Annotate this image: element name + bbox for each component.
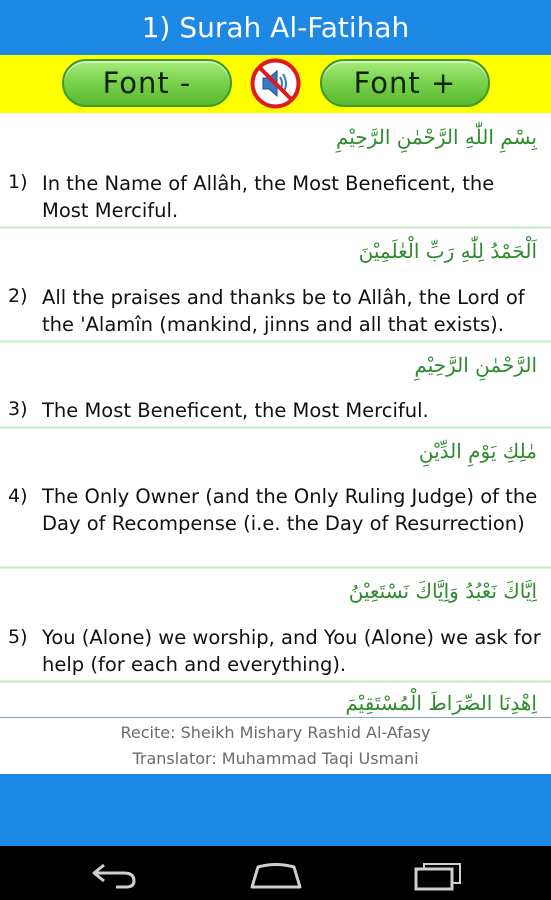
system-navigation-bar	[0, 846, 551, 900]
font-increase-button[interactable]: Font +	[320, 59, 490, 107]
verse-translation: The Most Beneficent, the Most Merciful.	[42, 399, 429, 422]
verse-arabic: بِسْمِ اللّٰهِ الرَّحْمٰنِ الرَّحِيْمِ	[335, 125, 537, 149]
verse-number: 5)	[8, 626, 28, 648]
verse-list[interactable]	[0, 113, 551, 718]
page-title: 1) Surah Al-Fatihah	[141, 11, 410, 44]
verse-translation: In the Name of Allâh, the Most Beneficent, the Most Merciful.	[42, 172, 495, 222]
verse-divider	[0, 426, 551, 429]
verse-divider	[0, 680, 551, 683]
reciter-credit: Recite: Sheikh Mishary Rashid Al-Afasy	[120, 723, 431, 742]
bottom-banner	[0, 774, 551, 846]
verse-translation: The Only Owner (and the Only Ruling Judge) of the Day of Recompense (i.e. the Day of Resurrection)	[42, 485, 538, 535]
verse-arabic: اِيَّاكَ نَعْبُدُ وَاِيَّاكَ نَسْتَعِيْنُ	[348, 579, 537, 603]
title-bar	[0, 0, 551, 55]
credits-panel	[0, 718, 551, 774]
verse-divider	[0, 226, 551, 229]
verse-arabic: الرَّحْمٰنِ الرَّحِيْمِ	[414, 353, 537, 377]
font-decrease-button[interactable]: Font -	[62, 59, 232, 107]
font-toolbar	[0, 55, 551, 113]
verse-arabic: مٰلِكِ يَوْمِ الدِّيْنِ	[418, 439, 537, 463]
verse-number: 4)	[8, 485, 28, 507]
verse-divider	[0, 340, 551, 343]
speaker-muted-icon[interactable]	[250, 58, 301, 109]
back-icon[interactable]	[90, 861, 140, 889]
home-icon[interactable]	[248, 861, 304, 889]
recent-apps-icon[interactable]	[412, 861, 464, 891]
translator-credit: Translator: Muhammad Taqi Usmani	[132, 749, 419, 768]
verse-number: 1)	[8, 171, 28, 193]
verse-translation: You (Alone) we worship, and You (Alone) we ask for help (for each and everything).	[42, 626, 541, 676]
verse-divider	[0, 566, 551, 569]
verse-translation: All the praises and thanks be to Allâh, the Lord of the 'Alamîn (mankind, jinns and all that exists).	[42, 286, 525, 336]
verse-arabic: اِهْدِنَا الصِّرَاطَ الْمُسْتَقِيْمَ	[345, 691, 537, 715]
verse-number: 2)	[8, 285, 28, 307]
verse-arabic: اَلْحَمْدُ لِلّٰهِ رَبِّ الْعٰلَمِيْنَ	[358, 239, 537, 263]
verse-number: 3)	[8, 398, 28, 420]
